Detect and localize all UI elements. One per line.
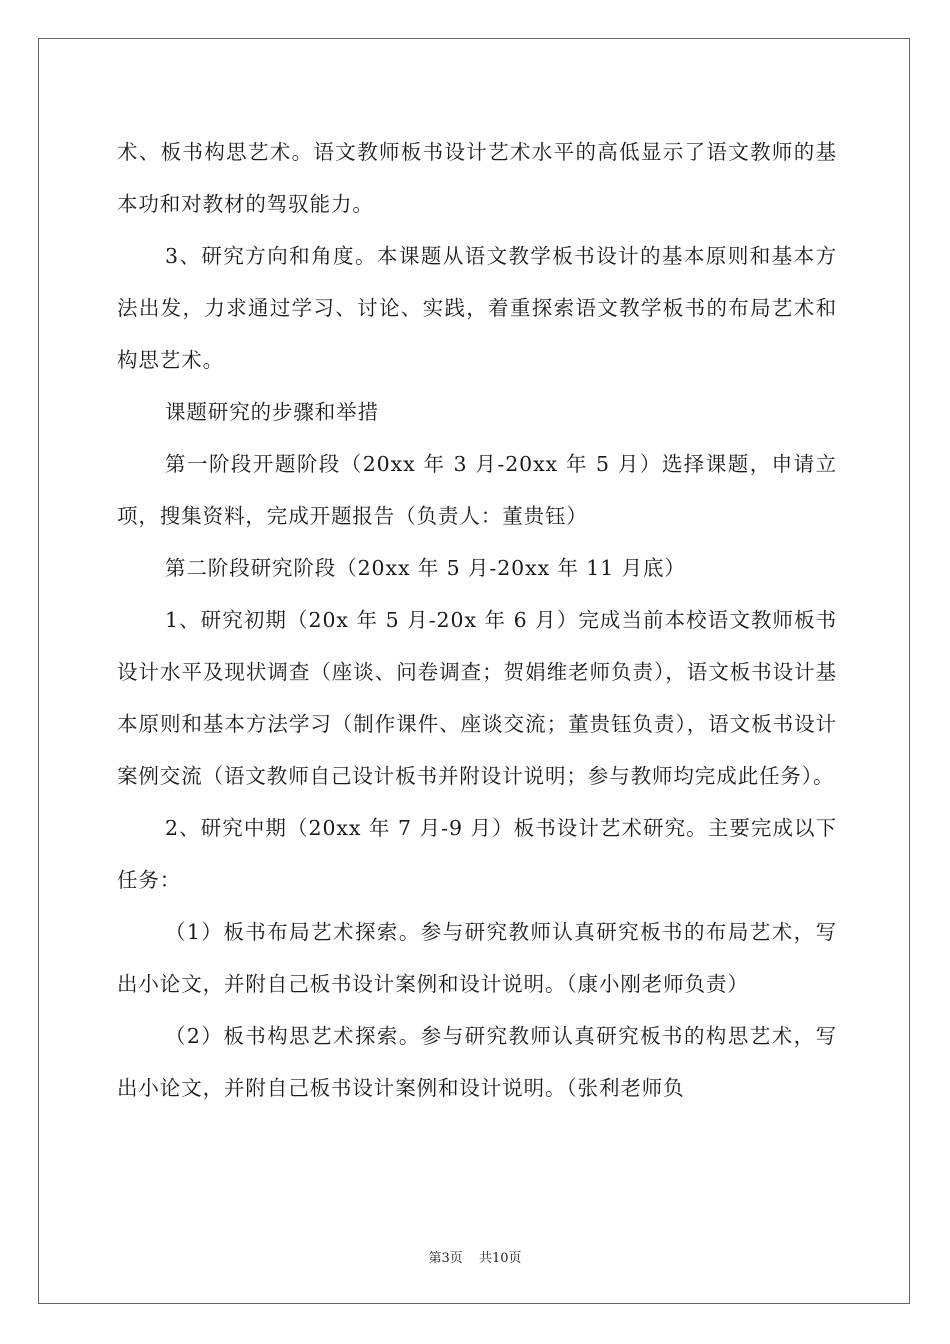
page-footer (0, 1247, 950, 1266)
page-number: 第3页 (428, 1251, 463, 1266)
document-body (117, 126, 837, 1114)
paragraph-task-layout: （1）板书布局艺术探索。参与研究教师认真研究板书的布局艺术，写出小论文，并附自己板书设计案例和设计说明。（康小刚老师负责） (117, 920, 837, 996)
paragraph-mid-research: 2、研究中期（20xx 年 7 月-9 月）板书设计艺术研究。主要完成以下任务： (117, 816, 837, 892)
section-heading-steps: 课题研究的步骤和举措 (165, 400, 379, 424)
paragraph-early-research: 1、研究初期（20x 年 5 月-20x 年 6 月）完成当前本校语文教师板书设计水平及现状调查（座谈、问卷调查；贺娟维老师负责），语文板书设计基本原则和基本方法学习（制作课件、座谈交流；董贵钰负责），语文板书设计案例交流（语文教师自己设计板书并附设计说明；参与教师均完成此任务）。 (117, 608, 837, 788)
paragraph-research-direction: 3、研究方向和角度。本课题从语文教学板书设计的基本原则和基本方法出发，力求通过学习、讨论、实践，着重探索语文教学板书的布局艺术和构思艺术。 (117, 244, 837, 372)
paragraph-task-concept: （2）板书构思艺术探索。参与研究教师认真研究板书的构思艺术，写出小论文，并附自己板书设计案例和设计说明。（张利老师负 (117, 1024, 837, 1100)
paragraph-1: 术、板书构思艺术。语文教师板书设计艺术水平的高低显示了语文教师的基本功和对教材的驾驭能力。 (117, 140, 837, 216)
paragraph-phase-two: 第二阶段研究阶段（20xx 年 5 月-20xx 年 11 月底） (165, 556, 686, 580)
paragraph-phase-one: 第一阶段开题阶段（20xx 年 3 月-20xx 年 5 月）选择课题，申请立项，搜集资料，完成开题报告（负责人：董贵钰） (117, 452, 837, 528)
page-total: 共10页 (478, 1251, 522, 1266)
